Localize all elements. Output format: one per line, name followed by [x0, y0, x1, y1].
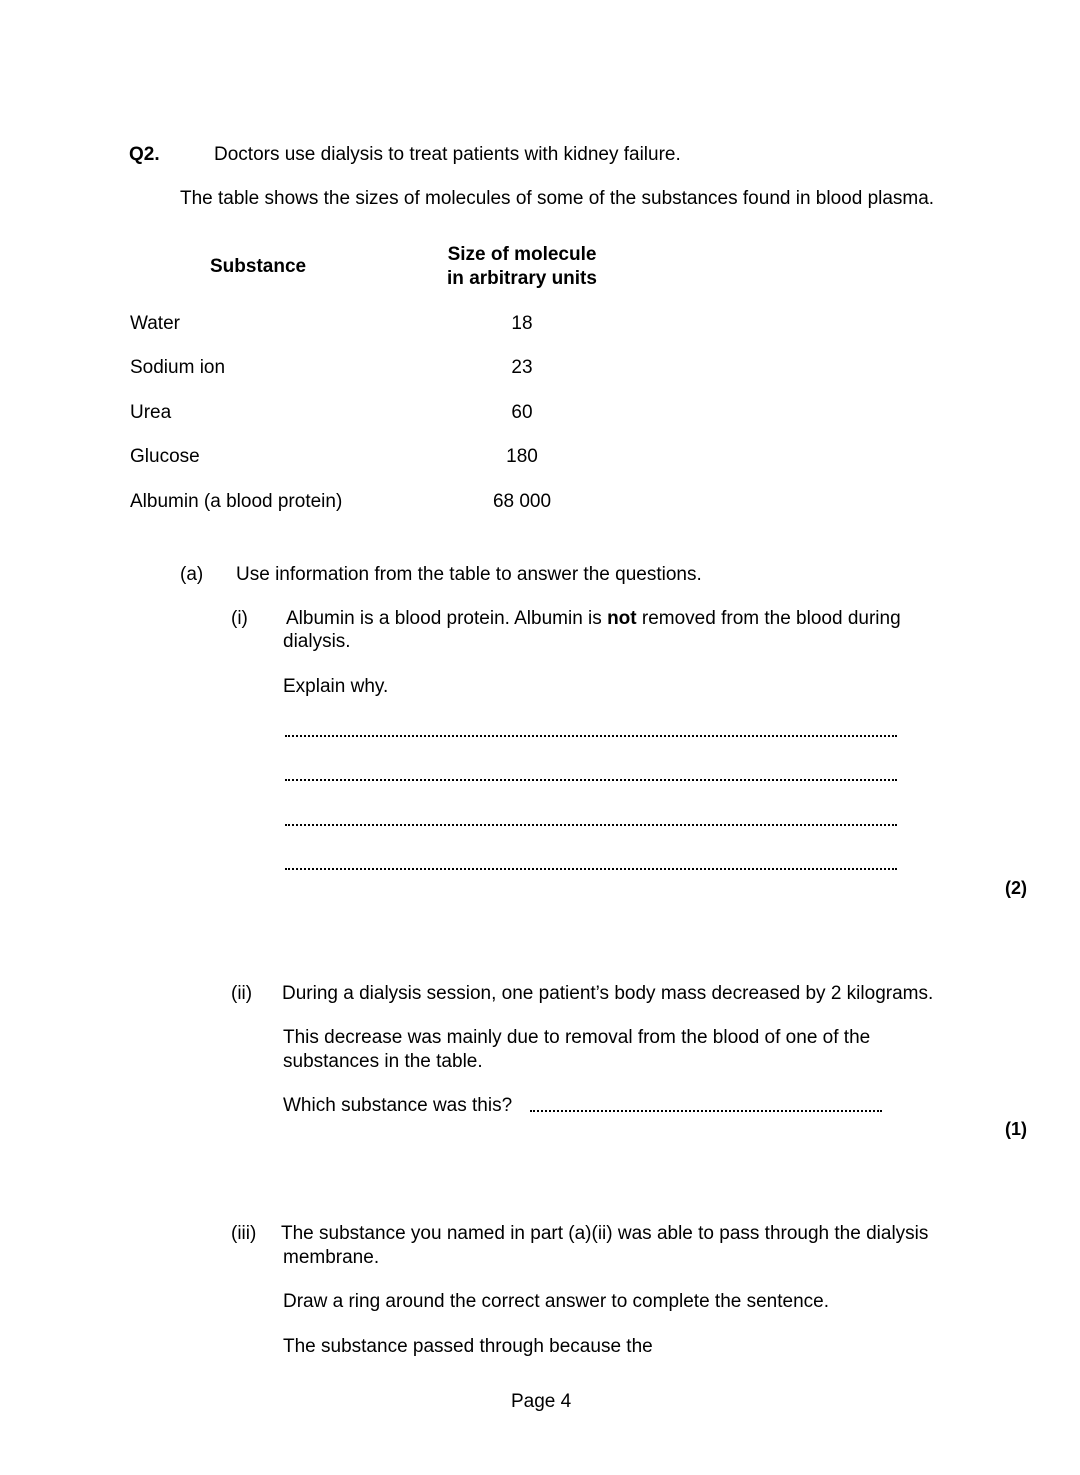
part-a-iii-text-line1: The substance you named in part (a)(ii) was able to pass through the dialysis — [281, 1223, 929, 1244]
table-header-size-line1: Size of molecule — [447, 244, 597, 265]
table-cell-substance: Sodium ion — [130, 357, 226, 378]
part-a-i-prompt: Explain why. — [283, 676, 389, 697]
answer-line[interactable] — [530, 1110, 882, 1112]
table-cell-size: 180 — [506, 446, 538, 467]
answer-line[interactable] — [285, 779, 897, 781]
part-a-iii-label: (iii) — [231, 1223, 257, 1244]
page-number: Page 4 — [511, 1391, 572, 1412]
part-a-iii-instruction: Draw a ring around the correct answer to complete the sentence. — [283, 1291, 830, 1312]
part-a-ii-question: Which substance was this? — [283, 1095, 513, 1116]
part-a-i-text-after: removed from the blood during — [636, 608, 901, 629]
table-intro: The table shows the sizes of molecules of some of the substances found in blood plasma. — [180, 188, 935, 209]
answer-line[interactable] — [285, 824, 897, 826]
part-a-ii-label: (ii) — [231, 983, 253, 1004]
table-cell-size: 18 — [511, 313, 533, 334]
part-a-ii-text2-line1: This decrease was mainly due to removal from the blood of one of the — [283, 1027, 871, 1048]
part-a-i-text-line2: dialysis. — [283, 631, 351, 652]
table-header-size-line2: in arbitrary units — [447, 268, 597, 289]
table-cell-substance: Glucose — [130, 446, 200, 467]
part-a-ii-text2-line2: substances in the table. — [283, 1051, 483, 1072]
marks-a-ii: (1) — [1005, 1119, 1027, 1139]
answer-line[interactable] — [285, 868, 897, 870]
answer-line[interactable] — [285, 735, 897, 737]
table-header-substance: Substance — [210, 256, 307, 277]
table-cell-size: 68 000 — [492, 491, 552, 512]
part-a-iii-text-line2: membrane. — [283, 1247, 380, 1268]
table-cell-substance: Albumin (a blood protein) — [130, 491, 343, 512]
part-a-i-bold: not — [607, 608, 637, 629]
part-a-i-text — [286, 607, 901, 630]
marks-a-i: (2) — [1005, 878, 1027, 898]
part-a-i-label: (i) — [231, 608, 248, 629]
part-a-label: (a) — [180, 564, 204, 585]
table-cell-substance: Urea — [130, 402, 172, 423]
table-cell-substance: Water — [130, 313, 180, 334]
part-a-ii-text: During a dialysis session, one patient’s body mass decreased by 2 kilograms. — [282, 983, 934, 1004]
part-a-iii-sentence: The substance passed through because the — [283, 1336, 653, 1357]
part-a-i-text-before: Albumin is a blood protein. Albumin is — [286, 608, 608, 629]
part-a-text: Use information from the table to answer the questions. — [236, 564, 702, 585]
table-cell-size: 60 — [511, 402, 533, 423]
question-intro: Doctors use dialysis to treat patients with kidney failure. — [214, 144, 681, 165]
table-cell-size: 23 — [511, 357, 533, 378]
question-number: Q2. — [129, 144, 160, 165]
table-header-size — [422, 243, 622, 291]
